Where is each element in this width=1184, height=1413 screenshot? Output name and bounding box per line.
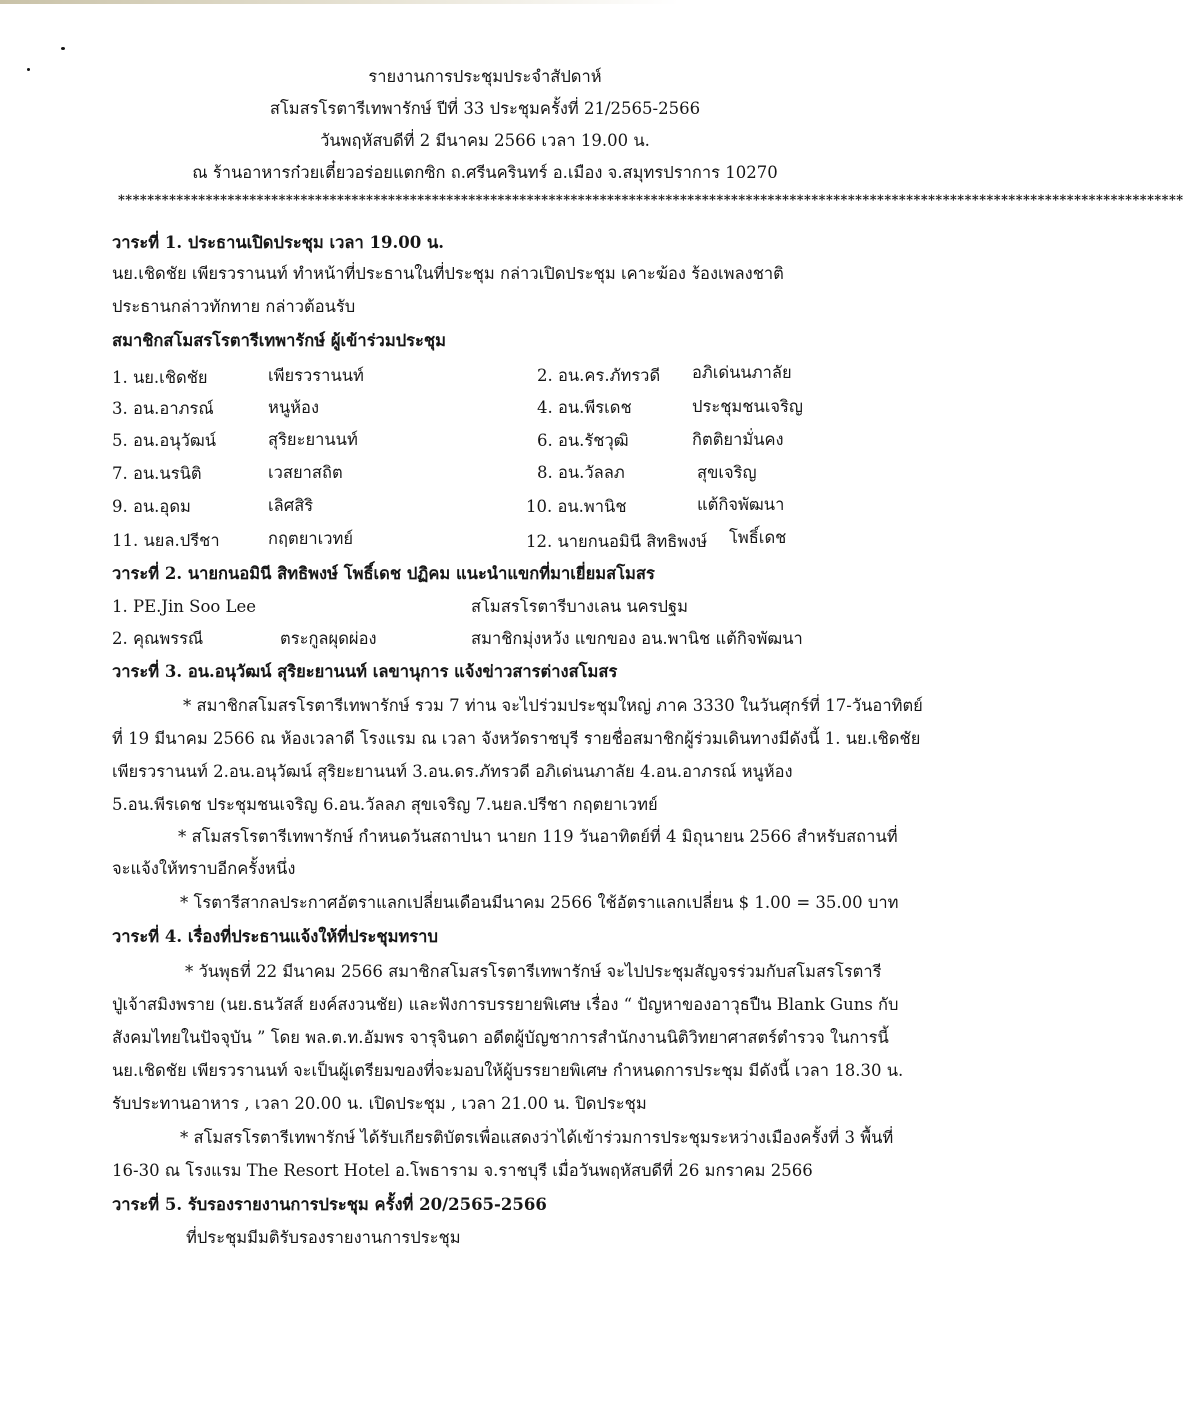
member-name: 8. อน.วัลลภ xyxy=(537,463,625,482)
agenda-3-heading: วาระที่ 3. อน.อนุวัฒน์ สุริยะยานนท์ เลขานุการ แจ้งข่าวสารต่างสโมสร xyxy=(112,662,618,681)
agenda-4-heading: วาระที่ 4. เรื่องที่ประธานแจ้งให้ที่ประชุมทราบ xyxy=(112,927,438,946)
agenda-4-paragraph-1: ปู่เจ้าสมิงพราย (นย.ธนวัสส์ ยงค์สงวนชัย) และฟังการบรรยายพิเศษ เรื่อง “ ปัญหาของอาวุธปืน Blank Guns กับ xyxy=(112,995,899,1014)
meeting-date-line: วันพฤหัสบดีที่ 2 มีนาคม 2566 เวลา 19.00 น. xyxy=(320,131,650,150)
agenda-2-heading: วาระที่ 2. นายกนอมินี สิทธิพงษ์ โพธิ์เดช ปฏิคม แนะนำแขกที่มาเยี่ยมสโมสร xyxy=(112,564,655,583)
member-name: 6. อน.รัชวุฒิ xyxy=(537,431,629,450)
agenda-4-paragraph-1: นย.เชิดชัย เพียรวรานนท์ จะเป็นผู้เตรียมของที่จะมอบให้ผู้บรรยายพิเศษ กำหนดการประชุม มีดังนี้ เวลา 18.30 น. xyxy=(112,1061,904,1080)
member-surname: อภิเด่นนภาลัย xyxy=(692,363,792,382)
agenda-4-paragraph-1: * วันพุธที่ 22 มีนาคม 2566 สมาชิกสโมสรโรตารีเทพารักษ์ จะไปประชุมสัญจรร่วมกับสโมสรโรตารี xyxy=(185,962,882,981)
member-name: 11. นยล.ปรีชา xyxy=(112,531,220,550)
agenda-1-text: นย.เชิดชัย เพียรวรานนท์ ทำหน้าที่ประธานในที่ประชุม กล่าวเปิดประชุม เคาะฆ้อง ร้องเพลงชาติ xyxy=(112,264,784,283)
agenda-4-paragraph-1: รับประทานอาหาร , เวลา 20.00 น. เปิดประชุม , เวลา 21.00 น. ปิดประชุม xyxy=(112,1094,647,1113)
members-heading: สมาชิกสโมสรโรตารีเทพารักษ์ ผู้เข้าร่วมประชุม xyxy=(112,331,446,350)
meeting-venue-line: ณ ร้านอาหารก๋วยเตี๋ยวอร่อยแตกซิก ถ.ศรีนครินทร์ อ.เมือง จ.สมุทรปราการ 10270 xyxy=(192,163,778,182)
member-name: 3. อน.อาภรณ์ xyxy=(112,399,214,418)
member-name: 9. อน.อุดม xyxy=(112,497,191,516)
member-name: 10. อน.พานิช xyxy=(526,497,627,516)
member-surname: กิตติยามั่นคง xyxy=(692,430,784,449)
member-name: 5. อน.อนุวัฒน์ xyxy=(112,431,217,450)
agenda-5-text: ที่ประชุมมีมติรับรองรายงานการประชุม xyxy=(186,1228,461,1247)
guest-name: 1. PE.Jin Soo Lee xyxy=(112,597,257,616)
member-name: 4. อน.พีรเดช xyxy=(537,398,632,417)
separator-line: ************************************************************************************************************************************************** xyxy=(118,193,1184,208)
agenda-3-paragraph-1: เพียรวรานนท์ 2.อน.อนุวัฒน์ สุริยะยานนท์ 3.อน.ดร.ภัทรวดี อภิเด่นนภาลัย 4.อน.อาภรณ์ หนูห้อง xyxy=(112,762,793,781)
agenda-5-heading: วาระที่ 5. รับรองรายงานการประชุม ครั้งที่ 20/2565-2566 xyxy=(112,1195,547,1214)
agenda-4-paragraph-2: 16-30 ณ โรงแรม The Resort Hotel อ.โพธาราม จ.ราชบุรี เมื่อวันพฤหัสบดีที่ 26 มกราคม 2566 xyxy=(112,1161,813,1180)
member-surname: สุริยะยานนท์ xyxy=(268,430,358,449)
member-surname: เลิศสิริ xyxy=(268,496,314,515)
agenda-1-text: ประธานกล่าวทักทาย กล่าวต้อนรับ xyxy=(112,297,356,316)
guest-note: สโมสรโรตารีบางเลน นครปฐม xyxy=(471,597,689,616)
guest-note: สมาชิกมุ่งหวัง แขกของ อน.พานิช แต้กิจพัฒนา xyxy=(471,629,803,648)
agenda-3-paragraph-1: ที่ 19 มีนาคม 2566 ณ ห้องเวลาดี โรงแรม ณ เวลา จังหวัดราชบุรี รายชื่อสมาชิกผู้ร่วมเดินทางมีดังนี้ 1. นย.เชิดชัย xyxy=(112,729,921,748)
member-surname: โพธิ์เดช xyxy=(729,528,787,547)
club-meeting-line: สโมสรโรตารีเทพารักษ์ ปีที่ 33 ประชุมครั้งที่ 21/2565-2566 xyxy=(269,99,701,118)
agenda-1-heading: วาระที่ 1. ประธานเปิดประชุม เวลา 19.00 น. xyxy=(112,233,444,252)
member-name: 7. อน.นรนิติ xyxy=(112,464,202,483)
member-surname: กฤตยาเวทย์ xyxy=(268,529,354,548)
report-title: รายงานการประชุมประจำสัปดาห์ xyxy=(368,67,602,86)
agenda-3-paragraph-1: * สมาชิกสโมสรโรตารีเทพารักษ์ รวม 7 ท่าน จะไปร่วมประชุมใหญ่ ภาค 3330 ในวันศุกร์ที่ 17-วันอาทิตย์ xyxy=(183,696,923,715)
member-name: 1. นย.เชิดชัย xyxy=(112,368,208,387)
member-name: 12. นายกนอมินี สิทธิพงษ์ xyxy=(526,532,708,551)
member-surname: ประชุมชนเจริญ xyxy=(692,397,803,416)
member-surname: สุขเจริญ xyxy=(697,463,757,482)
guest-name: 2. คุณพรรณี xyxy=(112,629,204,648)
agenda-3-paragraph-2: จะแจ้งให้ทราบอีกครั้งหนึ่ง xyxy=(112,859,296,878)
agenda-3-paragraph-3: * โรตารีสากลประกาศอัตราแลกเปลี่ยนเดือนมีนาคม 2566 ใช้อัตราแลกเปลี่ยน $ 1.00 = 35.00 บาท xyxy=(180,893,899,912)
agenda-4-paragraph-2: * สโมสรโรตารีเทพารักษ์ ได้รับเกียรติบัตรเพื่อแสดงว่าได้เข้าร่วมการประชุมระหว่างเมืองครั้งที่ 3 พื้นที่ xyxy=(180,1128,894,1147)
agenda-3-paragraph-2: * สโมสรโรตารีเทพารักษ์ กำหนดวันสถาปนา นายก 119 วันอาทิตย์ที่ 4 มิถุนายน 2566 สำหรับสถานที่ xyxy=(178,827,898,846)
member-name: 2. อน.คร.ภัทรวดี xyxy=(537,366,661,385)
member-surname: แต้กิจพัฒนา xyxy=(697,495,785,514)
member-surname: เวสยาสถิต xyxy=(268,463,343,482)
agenda-4-paragraph-1: สังคมไทยในปัจจุบัน ” โดย พล.ต.ท.อัมพร จารุจินดา อดีตผู้บัญชาการสำนักงานนิติวิทยาศาสตร์ตำรวจ ในการนี้ xyxy=(112,1028,889,1047)
guest-surname: ตระกูลผุดผ่อง xyxy=(280,629,377,648)
member-surname: หนูห้อง xyxy=(268,398,319,417)
agenda-3-paragraph-1: 5.อน.พีรเดช ประชุมชนเจริญ 6.อน.วัลลภ สุขเจริญ 7.นยล.ปรีชา กฤตยาเวทย์ xyxy=(112,795,658,814)
member-surname: เพียรวรานนท์ xyxy=(268,366,364,385)
